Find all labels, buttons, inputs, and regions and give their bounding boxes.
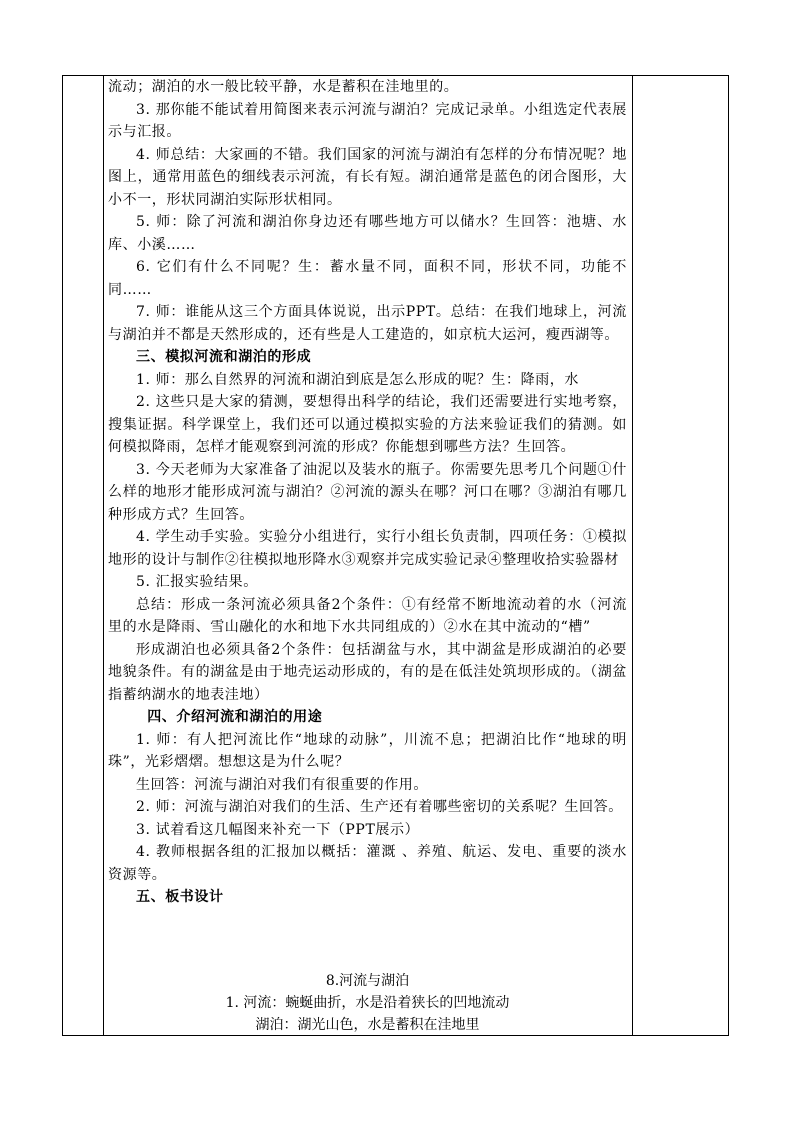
- column-divider-left: [103, 76, 104, 1035]
- paragraph: 4. 师总结：大家画的不错。我们国家的河流与湖泊有怎样的分布情况呢？地图上，通常用蓝色的细线表示河流，有长有短。湖泊通常是蓝色的闭合图形，大小不一，形状同湖泊实际形状相同。: [108, 146, 627, 208]
- paragraph: 6. 它们有什么不同呢？生：蓄水量不同，面积不同，形状不同，功能不同……: [108, 259, 627, 298]
- paragraph: 2. 师：河流与湖泊对我们的生活、生产还有着哪些密切的关系呢？生回答。: [136, 799, 623, 815]
- paragraph: 2. 这些只是大家的猜测，要想得出科学的结论，我们还需要进行实地考察，搜集证据。科学课堂上，我们还可以通过模拟实验的方法来验证我们的猜测。如何模拟降雨，怎样才能观察到河流的形成？你能想到哪些方法？生回答。: [108, 394, 627, 455]
- paragraph: 1. 师：那么自然界的河流和湖泊到底是怎么形成的呢？生：降雨，水: [136, 371, 580, 388]
- board-line-lake: 湖泊：湖光山色，水是蓄积在洼地里: [255, 1017, 480, 1033]
- board-line-river: 1. 河流：蜿蜒曲折，水是沿着狭长的凹地流动: [225, 995, 510, 1011]
- paragraph: 7. 师：谁能从这三个方面具体说说，出示PPT。总结：在我们地球上，河流与湖泊并不都是天然形成的，还有些是人工建造的，如京杭大运河，瘦西湖等。: [108, 304, 627, 343]
- section-heading: 五、板书设计: [136, 889, 224, 905]
- column-divider-right: [632, 76, 633, 1035]
- paragraph: 5. 汇报实验结果。: [136, 574, 258, 590]
- paragraph: 4. 教师根据各组的汇报加以概括：灌溉 、养殖、航运、发电、重要的淡水资源等。: [108, 844, 627, 883]
- lesson-content: [108, 76, 627, 909]
- paragraph: 生回答：河流与湖泊对我们有很重要的作用。: [136, 776, 428, 793]
- section-heading: 三、模拟河流和湖泊的形成: [136, 349, 312, 365]
- paragraph: 流动；湖泊的水一般比较平静，水是蓄积在洼地里的。: [108, 79, 459, 95]
- paragraph: 5. 师：除了河流和湖泊你身边还有哪些地方可以储水？生回答：池塘、水库、小溪……: [108, 214, 627, 253]
- paragraph: 总结：形成一条河流必须具备2个条件：①有经常不断地流动着的水（河流里的水是降雨、雪山融化的水和地下水共同组成的）②水在其中流动的“槽”: [108, 596, 627, 635]
- paragraph: 3. 那你能不能试着用简图来表示河流与湖泊？完成记录单。小组选定代表展示与汇报。: [108, 101, 627, 140]
- paragraph: 1. 师：有人把河流比作“地球的动脉”，川流不息；把湖泊比作“地球的明珠”，光彩熠熠。想想这是为什么呢？: [108, 731, 627, 770]
- board-title: 8.河流与湖泊: [325, 973, 410, 989]
- paragraph: 3. 试着看这几幅图来补充一下（PPT展示）: [136, 821, 420, 838]
- paragraph: 形成湖泊也必须具备2个条件：包括湖盆与水，其中湖盆是形成湖泊的必要地貌条件。有的湖盆是由于地壳运动形成的，有的是在低洼处筑坝形成的。（湖盆指蓄纳湖水的地表洼地）: [108, 641, 627, 703]
- paragraph: 3. 今天老师为大家准备了油泥以及装水的瓶子。你需要先思考几个问题①什么样的地形才能形成河流与湖泊？②河流的源头在哪？河口在哪？③湖泊有哪几种形成方式？生回答。: [108, 461, 627, 523]
- board-design: [108, 970, 627, 1036]
- paragraph: 4. 学生动手实验。实验分小组进行，实行小组长负责制，四项任务：①模拟地形的设计与制作②往模拟地形降水③观察并完成实验记录④整理收拾实验器材: [108, 529, 627, 568]
- section-heading: 四、介绍河流和湖泊的用途: [147, 709, 323, 725]
